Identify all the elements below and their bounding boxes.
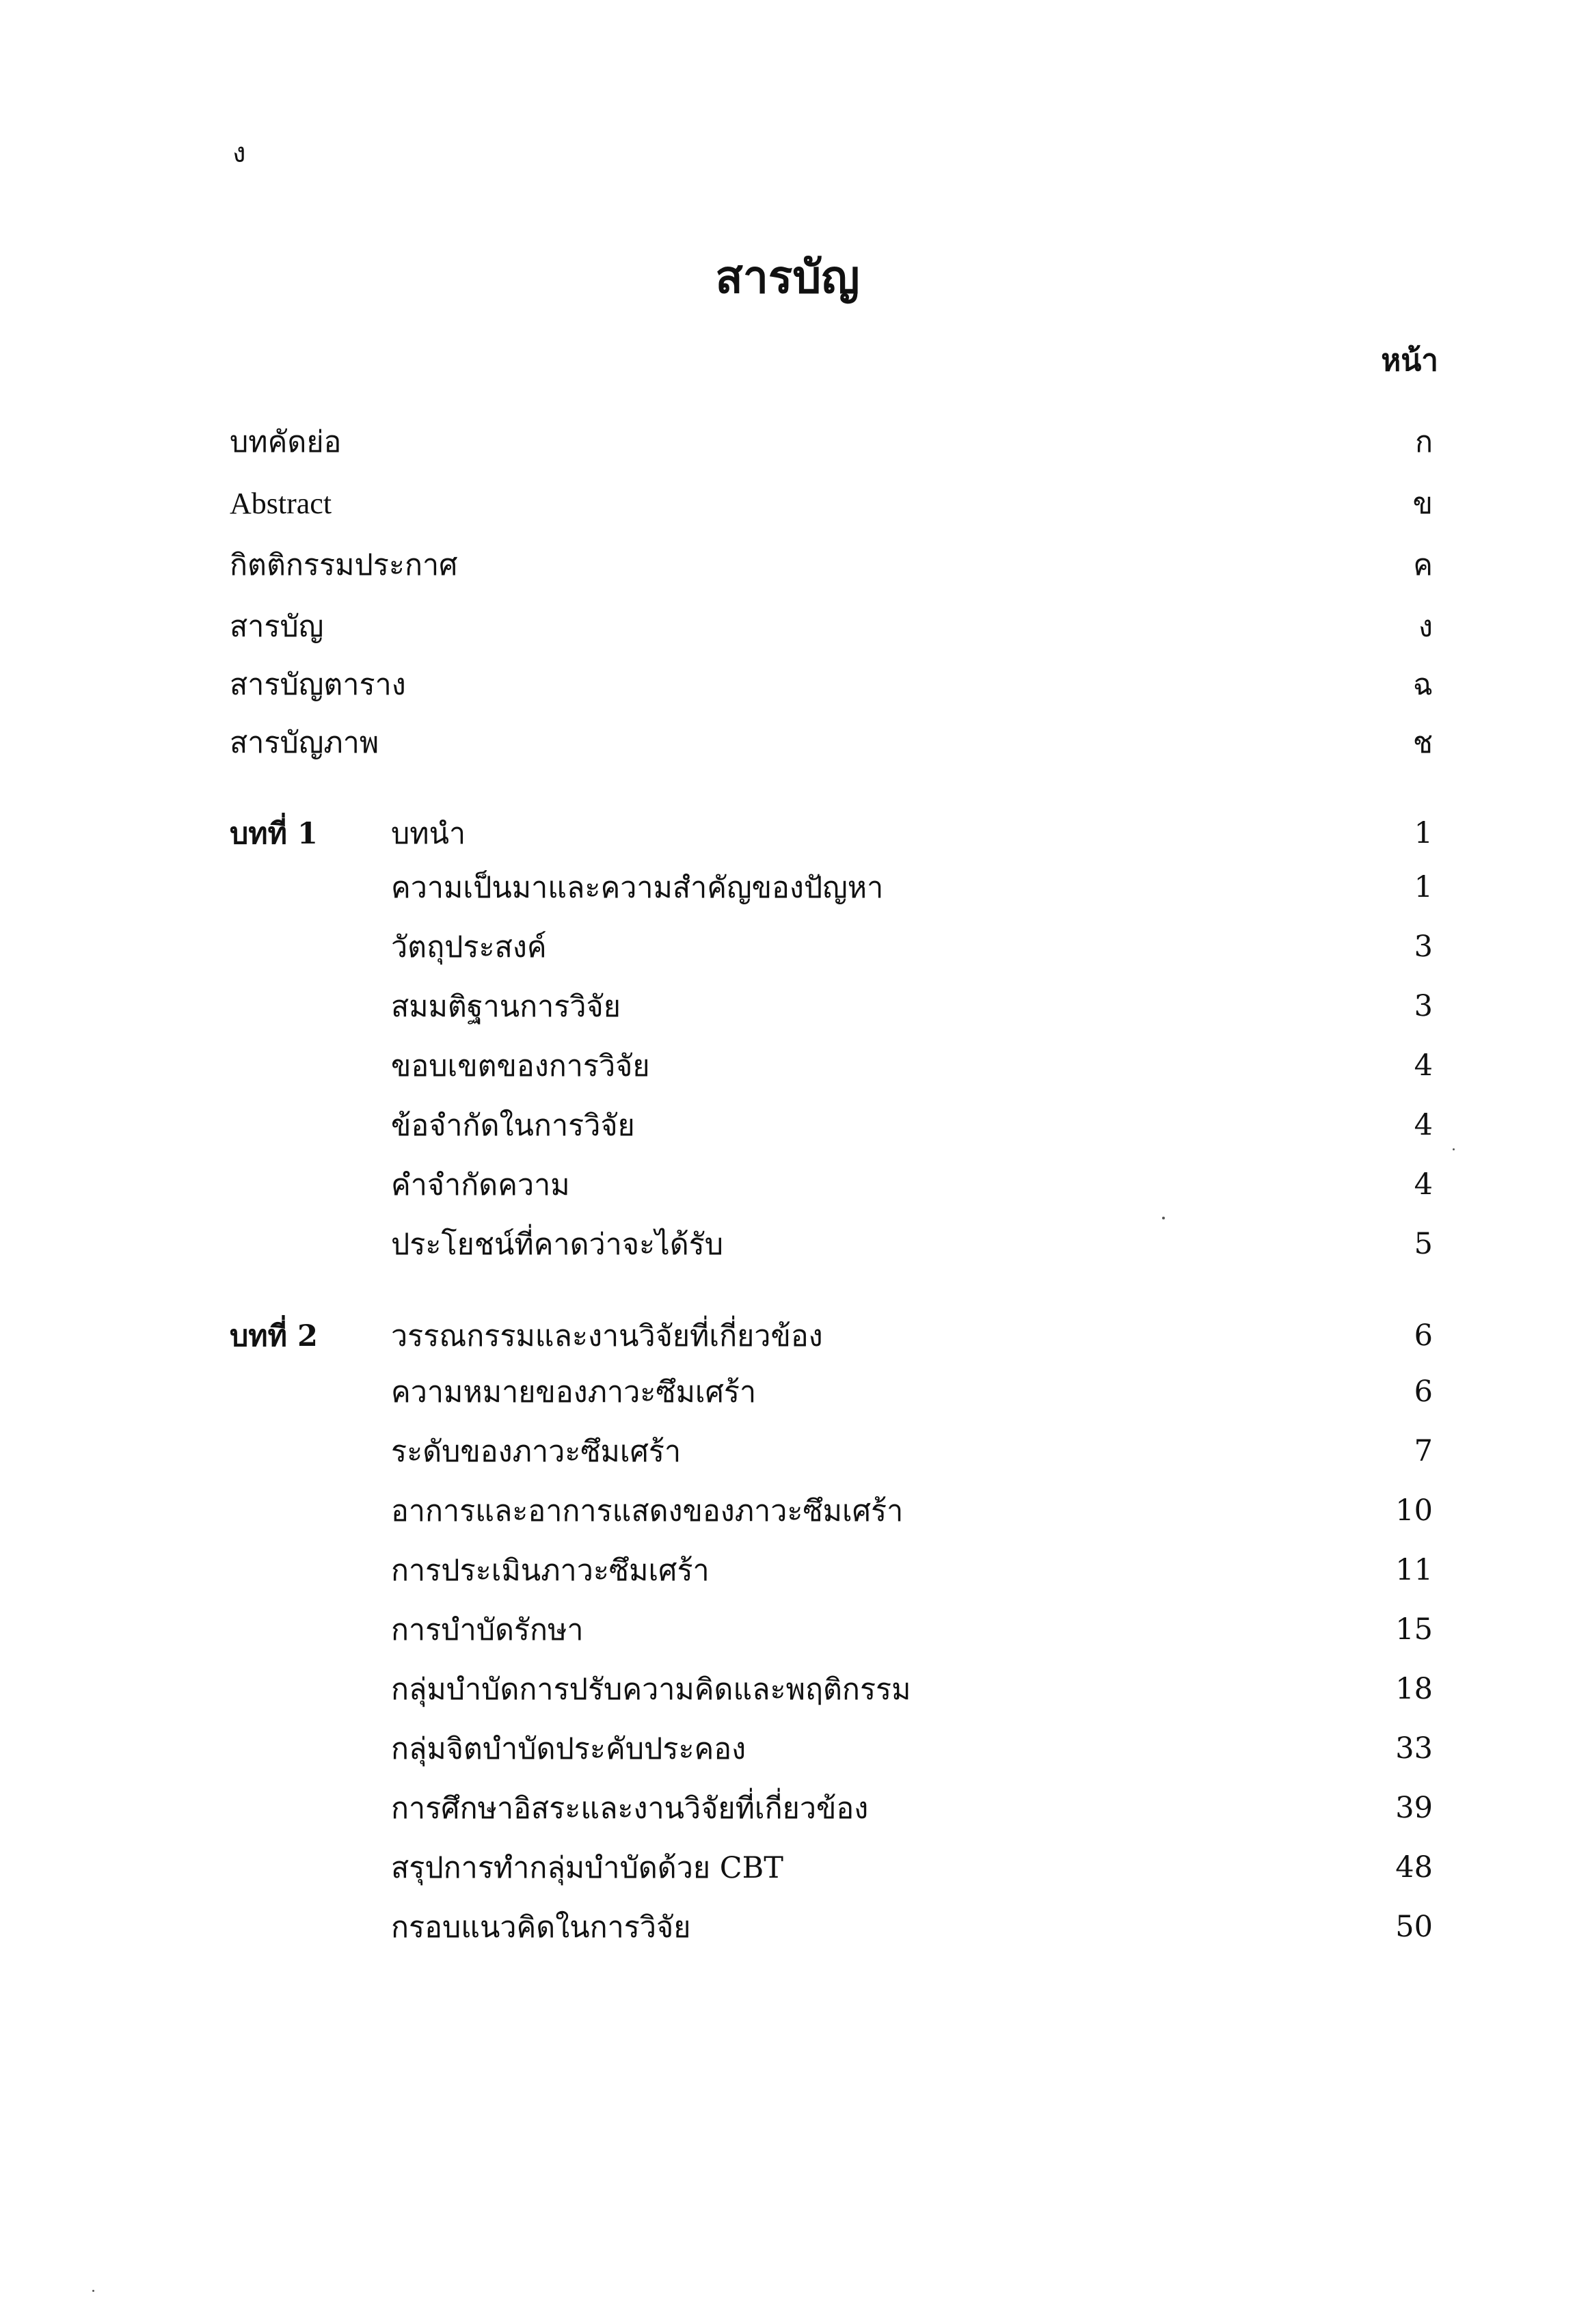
section-label: การประเมินภาวะซึมเศร้า	[391, 1554, 710, 1588]
scan-speck	[1453, 1148, 1455, 1150]
section-page: 18	[1395, 1672, 1433, 1706]
page-column-header: หน้า	[1381, 343, 1438, 378]
section-page: 5	[1414, 1227, 1433, 1261]
section-label: วัตถุประสงค์	[391, 930, 547, 964]
toc-entry-page: ข	[1412, 487, 1433, 521]
section-label: สรุปการทำกลุ่มบำบัดด้วย CBT	[391, 1851, 783, 1885]
section-page: 4	[1414, 1049, 1433, 1083]
toc-section-entry	[230, 1100, 1433, 1150]
section-page: 48	[1395, 1850, 1433, 1884]
section-page: 3	[1414, 930, 1433, 964]
section-page: 39	[1395, 1791, 1433, 1825]
toc-entry-abstract-en	[230, 478, 1433, 528]
section-label: ประโยชน์ที่คาดว่าจะได้รับ	[391, 1228, 724, 1262]
section-page: 1	[1414, 870, 1433, 904]
chapter-title: บทนำ	[391, 817, 466, 851]
section-label: กลุ่มบำบัดการปรับความคิดและพฤติกรรม	[391, 1673, 911, 1707]
toc-entry-page: ง	[1418, 610, 1433, 644]
chapter-1-heading	[230, 809, 1433, 858]
section-label: ข้อจำกัดในการวิจัย	[391, 1109, 635, 1143]
section-page: 4	[1414, 1108, 1433, 1142]
section-label: ความหมายของภาวะซึมเศร้า	[391, 1375, 757, 1409]
chapter-number: บทที่ 1	[230, 817, 318, 851]
section-label: สมมติฐานการวิจัย	[391, 990, 621, 1024]
toc-section-entry	[230, 1724, 1433, 1773]
section-label: ความเป็นมาและความสำคัญของปัญหา	[391, 871, 884, 905]
chapter-page: 6	[1414, 1319, 1433, 1353]
section-page: 3	[1414, 989, 1433, 1023]
section-page: 4	[1414, 1167, 1433, 1202]
toc-entry-page: ค	[1413, 548, 1433, 582]
toc-section-entry	[230, 1902, 1433, 1951]
toc-entry-list-of-figures	[230, 718, 1433, 767]
section-page: 11	[1395, 1553, 1433, 1587]
section-label: การศึกษาอิสระและงานวิจัยที่เกี่ยวข้อง	[391, 1792, 869, 1826]
toc-entry-label: สารบัญภาพ	[230, 726, 379, 760]
section-label: ระดับของภาวะซึมเศร้า	[391, 1435, 682, 1469]
toc-entry-page: ก	[1414, 425, 1433, 459]
toc-section-entry	[230, 1545, 1433, 1595]
toc-entry-label: Abstract	[230, 486, 332, 520]
page-number: ง	[232, 137, 246, 169]
toc-section-entry	[230, 1367, 1433, 1416]
toc-section-entry	[230, 1427, 1433, 1476]
section-label: คำจำกัดความ	[391, 1168, 570, 1202]
toc-entry-label: สารบัญตาราง	[230, 668, 406, 702]
toc-section-entry	[230, 1486, 1433, 1535]
toc-section-entry	[230, 1664, 1433, 1714]
section-label: กรอบแนวคิดในการวิจัย	[391, 1910, 691, 1945]
chapter-page: 1	[1414, 816, 1433, 850]
chapter-2-heading	[230, 1311, 1433, 1360]
section-page: 33	[1395, 1731, 1433, 1766]
toc-entry-page: ฉ	[1412, 668, 1433, 702]
section-label: กลุ่มจิตบำบัดประคับประคอง	[391, 1732, 746, 1766]
section-page: 15	[1395, 1612, 1433, 1647]
section-label: การบำบัดรักษา	[391, 1613, 584, 1647]
section-page: 50	[1395, 1910, 1433, 1944]
toc-entry-label: บทคัดย่อ	[230, 425, 342, 459]
toc-section-entry	[230, 922, 1433, 971]
section-page: 7	[1414, 1434, 1433, 1468]
toc-entry-label: สารบัญ	[230, 610, 324, 644]
toc-entry-page: ช	[1412, 726, 1433, 760]
toc-entry-abstract-th	[230, 417, 1433, 466]
toc-section-entry	[230, 1783, 1433, 1833]
page-title: สารบัญ	[715, 250, 860, 303]
chapter-number: บทที่ 2	[230, 1319, 318, 1353]
toc-entry-acknowledgement	[230, 540, 1433, 589]
chapter-title: วรรณกรรมและงานวิจัยที่เกี่ยวข้อง	[391, 1319, 823, 1353]
toc-entry-label: กิตติกรรมประกาศ	[230, 548, 458, 582]
scan-speck	[1162, 1217, 1165, 1219]
section-label: ขอบเขตของการวิจัย	[391, 1049, 650, 1083]
toc-section-entry	[230, 1160, 1433, 1209]
toc-section-entry	[230, 863, 1433, 912]
toc-entry-contents	[230, 602, 1433, 651]
toc-section-entry	[230, 1219, 1433, 1269]
section-label: อาการและอาการแสดงของภาวะซึมเศร้า	[391, 1494, 904, 1528]
section-page: 6	[1414, 1375, 1433, 1409]
toc-entry-list-of-tables	[230, 660, 1433, 709]
toc-section-entry	[230, 1605, 1433, 1654]
toc-section-entry	[230, 1041, 1433, 1090]
section-page: 10	[1395, 1494, 1433, 1528]
toc-section-entry	[230, 982, 1433, 1031]
toc-section-entry	[230, 1843, 1433, 1892]
scan-speck	[92, 2290, 94, 2292]
